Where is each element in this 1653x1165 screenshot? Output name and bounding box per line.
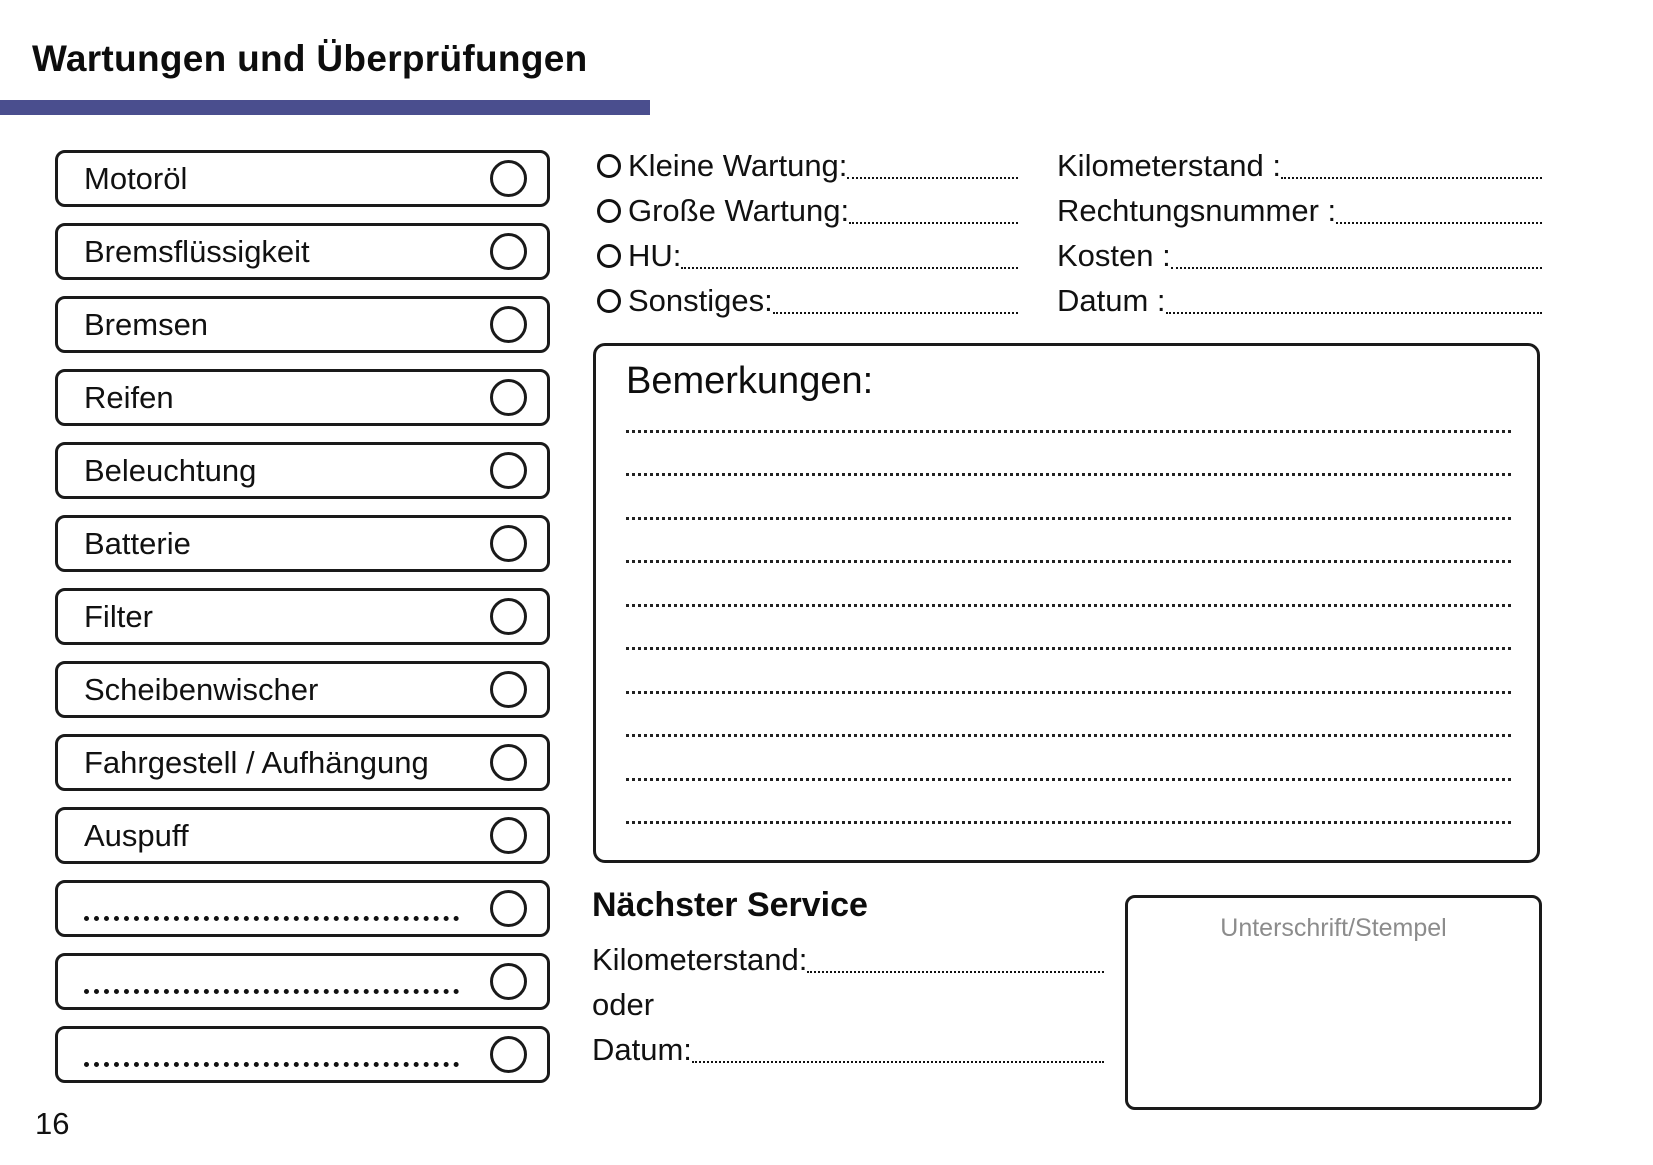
radio-circle[interactable]	[597, 154, 621, 178]
page-title: Wartungen und Überprüfungen	[32, 38, 588, 79]
check-circle[interactable]	[490, 1036, 527, 1073]
fill-in-line[interactable]	[807, 971, 1104, 973]
checklist-item-label: Scheibenwischer	[84, 671, 319, 707]
checklist-item-label: Bremsen	[84, 306, 209, 342]
record-field-label: Rechtungsnummer :	[1057, 192, 1337, 228]
blank-fill-line[interactable]	[84, 989, 459, 994]
service-type-row	[597, 143, 1018, 188]
remarks-write-line[interactable]	[626, 560, 1511, 563]
check-circle[interactable]	[490, 160, 527, 197]
service-type-label: Große Wartung:	[628, 192, 850, 228]
accent-divider-bar	[0, 100, 650, 115]
record-field-row	[1057, 278, 1542, 323]
radio-circle[interactable]	[597, 289, 621, 313]
remarks-write-line[interactable]	[626, 430, 1511, 433]
next-service-row	[592, 1027, 1104, 1072]
service-type-row	[597, 278, 1018, 323]
checklist-item-label: Bremsflüssigkeit	[84, 233, 310, 269]
next-service-row	[592, 982, 1104, 1027]
checklist-row-blank	[55, 953, 550, 1010]
next-service-field-label: Datum:	[592, 1031, 692, 1067]
radio-circle[interactable]	[597, 199, 621, 223]
checklist-row	[55, 150, 550, 207]
fill-in-line[interactable]	[1166, 312, 1542, 314]
checklist-row	[55, 296, 550, 353]
service-type-label: Kleine Wartung:	[628, 147, 848, 183]
remarks-title: Bemerkungen:	[626, 360, 874, 402]
blank-fill-line[interactable]	[84, 1062, 459, 1067]
signature-stamp-label: Unterschrift/Stempel	[1220, 914, 1447, 942]
checklist-item-label: Filter	[84, 598, 153, 634]
record-field-label: Datum :	[1057, 282, 1166, 318]
next-service-field-label: oder	[592, 986, 655, 1022]
remarks-write-line[interactable]	[626, 647, 1511, 650]
checklist-row	[55, 588, 550, 645]
service-type-group	[597, 143, 1018, 323]
record-field-label: Kosten :	[1057, 237, 1171, 273]
remarks-write-line[interactable]	[626, 734, 1511, 737]
next-service-section	[592, 886, 1104, 1072]
checklist-item-label: Motoröl	[84, 160, 188, 196]
service-type-label: HU:	[628, 237, 682, 273]
maintenance-checklist	[55, 150, 550, 1083]
fill-in-line[interactable]	[692, 1061, 1104, 1063]
remarks-write-line[interactable]	[626, 473, 1511, 476]
checklist-row	[55, 734, 550, 791]
check-circle[interactable]	[490, 452, 527, 489]
check-circle[interactable]	[490, 744, 527, 781]
service-record-fields	[1057, 143, 1542, 323]
next-service-row	[592, 937, 1104, 982]
checklist-row	[55, 661, 550, 718]
fill-in-line[interactable]	[1281, 177, 1542, 179]
checklist-item-label: Fahrgestell / Aufhängung	[84, 744, 429, 780]
fill-in-line[interactable]	[1336, 222, 1542, 224]
fill-in-line[interactable]	[847, 177, 1018, 179]
check-circle[interactable]	[490, 890, 527, 927]
remarks-box	[593, 343, 1540, 863]
checklist-item-label: Batterie	[84, 525, 191, 561]
blank-fill-line[interactable]	[84, 916, 459, 921]
check-circle[interactable]	[490, 817, 527, 854]
checklist-row	[55, 807, 550, 864]
checklist-row-blank	[55, 880, 550, 937]
check-circle[interactable]	[490, 233, 527, 270]
remarks-lines	[626, 430, 1511, 824]
check-circle[interactable]	[490, 671, 527, 708]
record-field-row	[1057, 143, 1542, 188]
service-type-row	[597, 188, 1018, 233]
check-circle[interactable]	[490, 598, 527, 635]
remarks-write-line[interactable]	[626, 604, 1511, 607]
fill-in-line[interactable]	[773, 312, 1018, 314]
service-type-row	[597, 233, 1018, 278]
service-type-label: Sonstiges:	[628, 282, 773, 318]
fill-in-line[interactable]	[681, 267, 1018, 269]
check-circle[interactable]	[490, 963, 527, 1000]
check-circle[interactable]	[490, 306, 527, 343]
fill-in-line[interactable]	[1171, 267, 1542, 269]
checklist-item-label: Auspuff	[84, 817, 189, 853]
checklist-row	[55, 369, 550, 426]
signature-stamp-box[interactable]	[1125, 895, 1542, 1110]
remarks-write-line[interactable]	[626, 517, 1511, 520]
checklist-row	[55, 515, 550, 572]
record-field-row	[1057, 233, 1542, 278]
fill-in-line[interactable]	[849, 222, 1018, 224]
next-service-title: Nächster Service	[592, 886, 868, 924]
check-circle[interactable]	[490, 525, 527, 562]
remarks-write-line[interactable]	[626, 821, 1511, 824]
remarks-write-line[interactable]	[626, 691, 1511, 694]
remarks-write-line[interactable]	[626, 778, 1511, 781]
checklist-item-label: Reifen	[84, 379, 174, 415]
checklist-row	[55, 223, 550, 280]
checklist-row-blank	[55, 1026, 550, 1083]
page-number: 16	[35, 1106, 70, 1141]
next-service-field-label: Kilometerstand:	[592, 941, 808, 977]
radio-circle[interactable]	[597, 244, 621, 268]
record-field-label: Kilometerstand :	[1057, 147, 1281, 183]
record-field-row	[1057, 188, 1542, 233]
checklist-item-label: Beleuchtung	[84, 452, 257, 488]
check-circle[interactable]	[490, 379, 527, 416]
checklist-row	[55, 442, 550, 499]
